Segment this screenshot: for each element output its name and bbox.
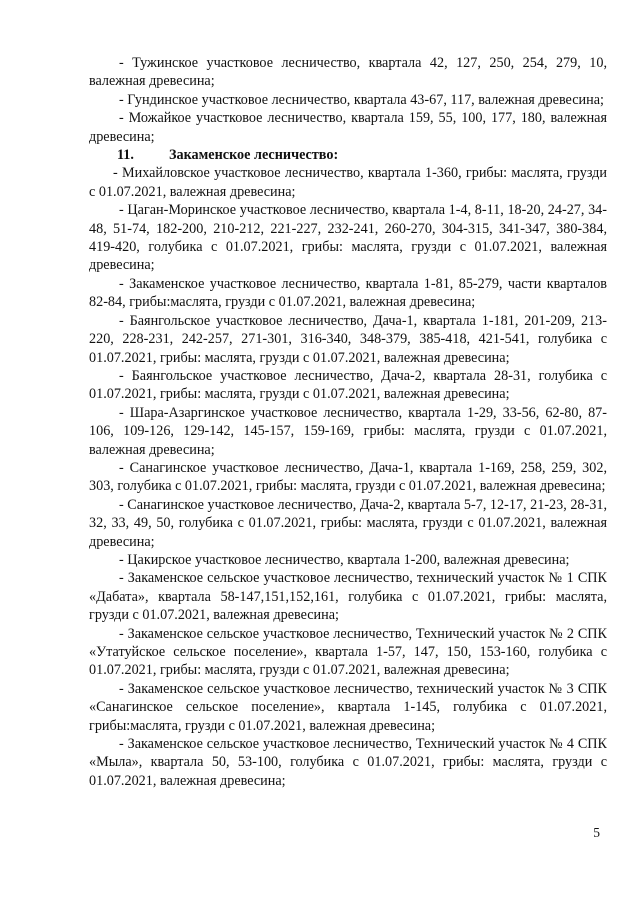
paragraph: - Тужинское участковое лесничество, квартала 42, 127, 250, 254, 279, 10, валежная древесина;	[89, 55, 607, 90]
paragraph: - Гундинское участковое лесничество, квартала 43-67, 117, валежная древесина;	[119, 91, 604, 108]
paragraph: - Закаменское сельское участковое лесничество, технический участок № 3 СПК «Санагинское сельское поселение», квартала 1-145, голубика с 01.07.2021, грибы:маслята, грузди с 01.07.2021, валежная древесина;	[89, 680, 607, 734]
paragraph: - Цаган-Моринское участковое лесничество, квартала 1-4, 8-11, 18-20, 24-27, 34-48, 51-74, 182-200, 210-212, 221-227, 232-241, 260-270, 304-315, 341-347, 380-384, 419-420, голубика с 01.07.2021, грибы: маслята, грузди с 01.07.2021, валежная древесина;	[89, 202, 607, 274]
page-content	[89, 54, 607, 790]
page-number: 5	[593, 825, 600, 840]
paragraph: - Цакирское участковое лесничество, квартала 1-200, валежная древесина;	[119, 551, 570, 568]
paragraph: - Можайкое участковое лесничество, квартала 159, 55, 100, 177, 180, валежная древесина;	[89, 110, 607, 145]
paragraph: - Закаменское сельское участковое лесничество, Технический участок № 2 СПК «Утатуйское сельское поселение», квартала 1-57, 147, 150, 153-160, голубика с 01.07.2021, грибы: маслята, грузди с 01.07.2021, валежная древесина;	[89, 625, 607, 679]
section-heading	[89, 146, 607, 164]
paragraph: - Баянгольское участковое лесничество, Дача-2, квартала 28-31, голубика с 01.07.2021, грибы: маслята, грузди с 01.07.2021, валежная древесина;	[89, 367, 607, 403]
paragraph: - Михайловское участковое лесничество, квартала 1-360, грибы: маслята, грузди с 01.07.2021, валежная древесина;	[89, 165, 607, 200]
paragraph: - Санагинское участковое лесничество, Дача-1, квартала 1-169, 258, 259, 302, 303, голубика с 01.07.2021, грибы: маслята, грузди с 01.07.2021, валежная древесина;	[89, 459, 607, 495]
paragraph: - Баянгольское участковое лесничество, Дача-1, квартала 1-181, 201-209, 213-220, 228-231, 242-257, 271-301, 316-340, 348-379, 385-418, 421-541, голубика с 01.07.2021, грибы: маслята, грузди с 01.07.2021, валежная древесина;	[89, 312, 607, 366]
paragraph: - Закаменское сельское участковое лесничество, Технический участок № 4 СПК «Мыла», квартала 50, 53-100, голубика с 01.07.2021, грибы: маслята, грузди с 01.07.2021, валежная древесина;	[89, 736, 607, 789]
section-title: Закаменское лесничество:	[169, 147, 339, 164]
section-number: 11.	[117, 147, 134, 164]
paragraph: - Санагинское участковое лесничество, Дача-2, квартала 5-7, 12-17, 21-23, 28-31, 32, 33, 49, 50, голубика с 01.07.2021, грибы: маслята, грузди с 01.07.2021, валежная древесина;	[89, 496, 607, 550]
paragraph: - Шара-Азаргинское участковое лесничество, квартала 1-29, 33-56, 62-80, 87-106, 109-126, 129-142, 145-157, 159-169, грибы: маслята, грузди с 01.07.2021, валежная древесина;	[89, 404, 607, 458]
paragraph: - Закаменское сельское участковое лесничество, технический участок № 1 СПК «Дабата», квартала 58-147,151,152,161, голубика с 01.07.2021, грибы: маслята, грузди с 01.07.2021, валежная древесина;	[89, 570, 607, 624]
paragraph: - Закаменское участковое лесничество, квартала 1-81, 85-279, части кварталов 82-84, грибы:маслята, грузди с 01.07.2021, валежная древесина;	[89, 275, 607, 311]
